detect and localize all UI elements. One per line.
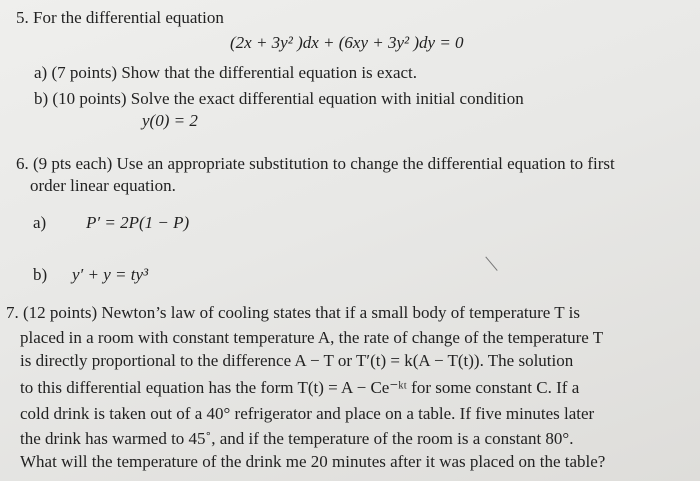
q7-line-4: to this differential equation has the form T(t) = A − Ce⁻ᵏᵗ for some constant C. If a — [20, 378, 580, 397]
q6-line-1: 6. (9 pts each) Use an appropriate substitution to change the differential equation to first — [16, 154, 615, 173]
q5-equation: (2x + 3y² )dx + (6xy + 3y² )dy = 0 — [230, 33, 464, 52]
q7-line-6: the drink has warmed to 45˚, and if the temperature of the room is a constant 80°. — [20, 429, 574, 448]
q5-heading: 5. For the differential equation — [16, 8, 224, 27]
q6-part-b-label: b) — [33, 265, 48, 284]
q7-line-2: placed in a room with constant temperature A, the rate of change of the temperature T — [20, 328, 604, 347]
q7-line-1: 7. (12 points) Newton’s law of cooling states that if a small body of temperature T is — [6, 303, 580, 322]
q5-part-b: b) (10 points) Solve the exact differential equation with initial condition — [34, 89, 524, 108]
q7-line-3: is directly proportional to the difference A − T or T′(t) = k(A − T(t)). The solution — [20, 351, 574, 370]
q5-initial-condition: y(0) = 2 — [142, 111, 198, 130]
q6-part-a-equation: P′ = 2P(1 − P) — [86, 213, 190, 232]
q7-line-5: cold drink is taken out of a 40° refrigerator and place on a table. If five minutes later — [20, 404, 595, 423]
q6-part-a-label: a) — [33, 213, 47, 232]
q6-part-b-equation: y′ + y = ty³ — [72, 265, 149, 284]
pencil-check-mark — [470, 257, 498, 284]
q6-line-2: order linear equation. — [30, 176, 176, 195]
q7-line-7: What will the temperature of the drink me 20 minutes after it was placed on the table? — [20, 452, 606, 471]
q5-part-a: a) (7 points) Show that the differential equation is exact. — [34, 63, 418, 82]
